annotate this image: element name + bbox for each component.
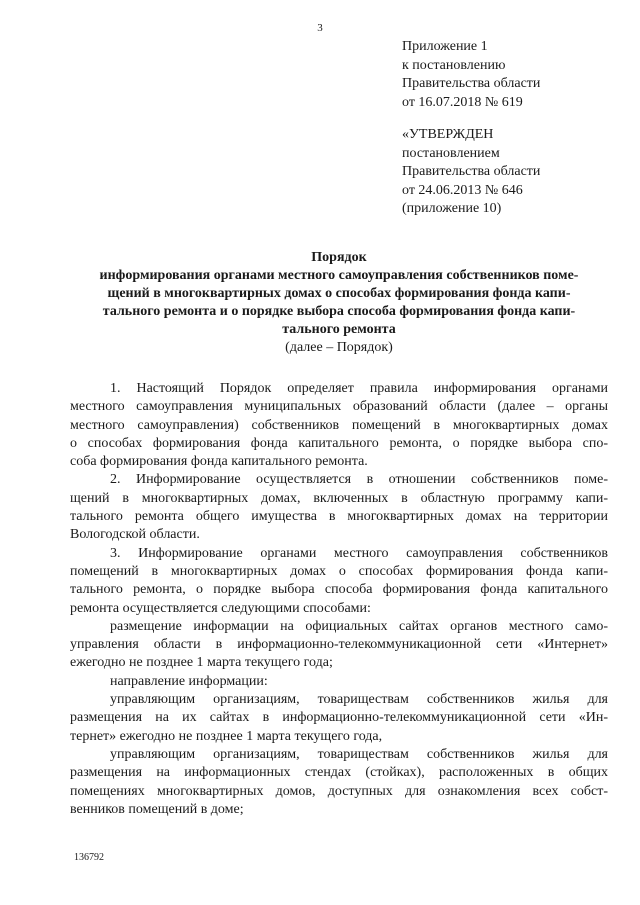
- appendix-line: Правительства области: [402, 76, 541, 91]
- approval-line: «УТВЕРЖДЕН: [402, 127, 494, 142]
- paragraph-line: направление информации:: [110, 673, 268, 689]
- page-number: 3: [317, 22, 323, 34]
- paragraph-line: помещениях многоквартирных домов, доступных для ознакомления всех собст-: [70, 783, 608, 799]
- paragraph-1: [70, 380, 608, 471]
- appendix-line: Приложение 1: [402, 39, 488, 54]
- title-heading: Порядок: [311, 250, 367, 265]
- paragraph-line: 1. Настоящий Порядок определяет правила информирования органами: [110, 381, 608, 396]
- appendix-reference: [402, 38, 540, 112]
- paragraph-line: местного самоуправления муниципальных образований области (далее – органы: [70, 399, 608, 415]
- appendix-line: от 16.07.2018 № 619: [402, 94, 523, 110]
- paragraph-line: тернет» ежегодно не позднее 1 марта текущего года,: [70, 728, 383, 744]
- document-code: 136792: [74, 852, 104, 863]
- title-suffix: (далее – Порядок): [285, 340, 393, 355]
- paragraph-line: управляющим организациям, товариществам собственников жилья для: [110, 746, 608, 762]
- paragraph-3: [70, 545, 608, 618]
- title-line: информирования органами местного самоуправления собственников поме-: [99, 268, 579, 283]
- paragraph-line: помещений в многоквартирных домах о способах формирования фонда капи-: [70, 563, 608, 579]
- paragraph-4: [70, 618, 608, 673]
- paragraph-6: [70, 691, 608, 746]
- approval-line: от 24.06.2013 № 646: [402, 182, 523, 198]
- title-line: щений в многоквартирных домах о способах формирования фонда капи-: [107, 286, 571, 301]
- paragraph-line: 3. Информирование органами местного самоуправления собственников: [110, 545, 608, 561]
- paragraph-line: 2. Информирование осуществляется в отношении собственников поме-: [110, 472, 608, 488]
- paragraph-line: размещение информации на официальных сайтах органов местного само-: [110, 618, 608, 634]
- approval-line: постановлением: [402, 145, 500, 161]
- paragraph-line: управляющим организациям, товариществам собственников жилья для: [110, 692, 608, 708]
- appendix-line: к постановлению: [402, 57, 506, 73]
- paragraph-line: ежегодно не позднее 1 марта текущего года;: [70, 655, 333, 671]
- title-line: тального ремонта и о порядке выбора способа формирования фонда капи-: [102, 304, 576, 319]
- paragraph-line: тального ремонта, о порядке выбора способа формирования фонда капитального: [70, 582, 608, 598]
- paragraph-line: размещения на их сайтах в информационно-телекоммуникационной сети «Ин-: [70, 710, 608, 726]
- approval-line: Правительства области: [402, 164, 541, 179]
- paragraph-line: размещения на информационных стендах (стойках), расположенных в общих: [70, 765, 608, 781]
- paragraph-line: щений в многоквартирных домах, включенных в областную программу капи-: [70, 490, 608, 506]
- document-title: [70, 249, 608, 357]
- paragraph-line: тального ремонта общего имущества в многоквартирных домах на территории: [70, 509, 608, 525]
- paragraph-line: Вологодской области.: [70, 527, 200, 543]
- paragraph-line: ремонта осуществляется следующими способами:: [70, 600, 371, 616]
- title-line: тального ремонта: [282, 322, 396, 337]
- paragraph-line: венников помещений в доме;: [70, 801, 244, 817]
- paragraph-line: о способах формирования фонда капитального ремонта, о порядке выбора спо-: [70, 435, 608, 451]
- document-body: [70, 380, 608, 819]
- paragraph-7: [70, 746, 608, 819]
- approval-stamp: [402, 126, 540, 219]
- paragraph-line: управления области в информационно-телекоммуникационной сети «Интернет»: [70, 637, 608, 653]
- paragraph-line: соба формирования фонда капитального ремонта.: [70, 454, 368, 470]
- paragraph-5: [70, 673, 608, 691]
- paragraph-line: местного самоуправления) собственников помещений в многоквартирных домах: [70, 417, 608, 433]
- approval-line: (приложение 10): [402, 201, 502, 216]
- paragraph-2: [70, 471, 608, 544]
